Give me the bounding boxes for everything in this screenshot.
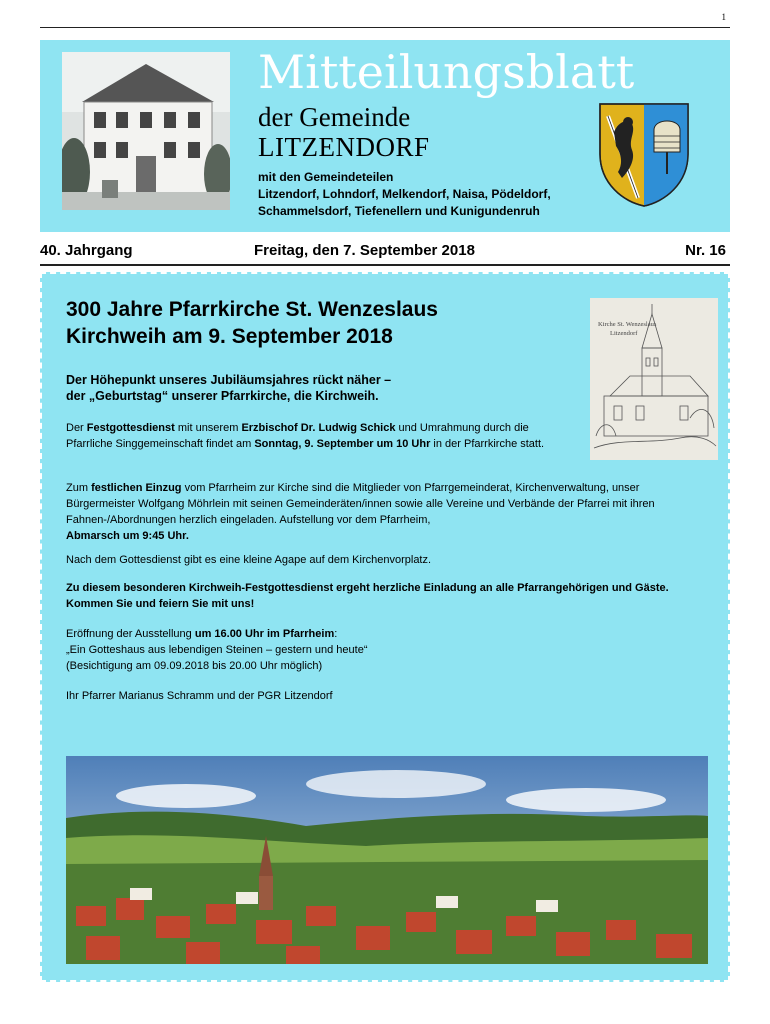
p2-bold-d: Abmarsch um 9:45 Uhr.: [66, 530, 189, 542]
districts-line-1: Litzendorf, Lohndorf, Melkendorf, Naisa, Pödeldorf,: [258, 187, 551, 201]
church-anniversary-notice: [40, 272, 730, 982]
headline-line-1: 300 Jahre Pfarrkirche St. Wenzeslaus: [66, 298, 438, 321]
p5-line-2: „Ein Gotteshaus aus lebendigen Steinen – gestern und heute“: [66, 644, 368, 656]
lead-line-1: Der Höhepunkt unseres Jubiläumsjahres rückt näher –: [66, 373, 392, 387]
masthead-town-name: LITZENDORF: [258, 132, 430, 162]
districts-line-2: Schammelsdorf, Tiefenellern und Kunigundenruh: [258, 204, 540, 218]
p5-text-a: Eröffnung der Ausstellung: [66, 628, 195, 640]
p2-text-a: Zum: [66, 482, 92, 494]
masthead-title: Mitteilungsblatt: [258, 45, 635, 99]
paragraph-exhibition: [66, 626, 706, 674]
p5-bold-b: um 16.00 Uhr im Pfarrheim: [194, 628, 335, 640]
paragraph-agape: Nach dem Gottesdienst gibt es eine kleine Agape auf dem Kirchenvorplatz.: [66, 554, 432, 566]
p1-text-g: in der Pfarrkirche statt.: [430, 438, 545, 450]
p1-bold-d: Erzbischof Dr. Ludwig Schick: [241, 422, 396, 434]
page-number: 1: [721, 12, 726, 22]
paragraph-festgottesdienst: [66, 420, 576, 452]
sketch-caption-line-1: Kirche St. Wenzeslaus: [598, 321, 657, 328]
issue-date: Freitag, den 7. September 2018: [254, 242, 475, 259]
p1-text-e: und Umrahmung durch die Pfarrliche Singgemeinschaft findet am: [66, 422, 529, 450]
sketch-caption-line-2: Litzendorf: [610, 330, 638, 337]
p1-bold-f: Sonntag, 9. September um 10 Uhr: [254, 438, 431, 450]
issue-number: Nr. 16: [685, 242, 726, 259]
top-rule: [40, 27, 730, 28]
village-panorama-photo: [66, 756, 708, 964]
masthead-subtitle: der Gemeinde: [258, 102, 411, 132]
notice-lead: [66, 372, 526, 404]
issue-volume: 40. Jahrgang: [40, 242, 133, 259]
p2-text-c: vom Pfarrheim zur Kirche sind die Mitglieder von Pfarrgemeinderat, Kirchenverwaltung, unser Bürgermeister Wolfgang Möhrlein mit seinen Gemeinderäten/innen sowie alle Vereine und Verbände der Pfarrei mit ihren Fahnen-/Abordnungen herzlich eingeladen. Aufstellung vor dem Pfarrheim,: [66, 482, 655, 526]
issue-bar: [40, 238, 730, 266]
masthead-districts: [258, 169, 551, 220]
p2-bold-b: festlichen Einzug: [91, 482, 182, 494]
p1-text-c: mit unserem: [174, 422, 242, 434]
paragraph-signature: Ihr Pfarrer Marianus Schramm und der PGR Litzendorf: [66, 690, 333, 702]
districts-intro: mit den Gemeindeteilen: [258, 170, 394, 184]
masthead: [40, 40, 730, 232]
coat-of-arms-icon: [598, 102, 690, 208]
headline-line-2: Kirchweih am 9. September 2018: [66, 325, 393, 348]
p1-text-a: Der: [66, 422, 87, 434]
church-sketch: [590, 298, 718, 460]
p5-text-c: :: [334, 628, 338, 640]
lead-line-2: der „Geburtstag“ unserer Pfarrkirche, die Kirchweih.: [66, 389, 379, 403]
p1-bold-b: Festgottesdienst: [86, 422, 175, 434]
paragraph-einzug: [66, 480, 706, 544]
town-hall-photo: [62, 52, 230, 210]
p5-line-3: (Besichtigung am 09.09.2018 bis 20.00 Uhr möglich): [66, 660, 323, 672]
paragraph-invitation: Zu diesem besonderen Kirchweih-Festgottesdienst ergeht herzliche Einladung an alle Pfarrangehörigen und Gäste. Kommen Sie und feiern Sie mit uns!: [66, 582, 669, 610]
notice-headline: [66, 296, 506, 350]
